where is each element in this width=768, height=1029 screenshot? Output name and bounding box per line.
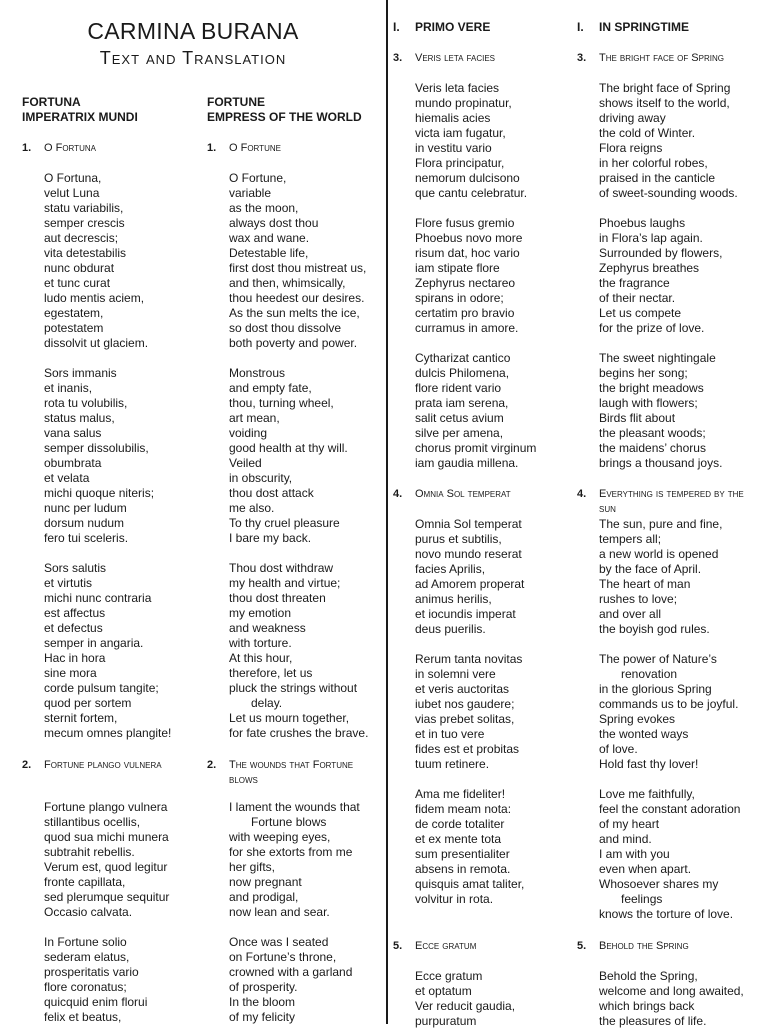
verse-line: of love. [599, 742, 638, 756]
verse-line: crowned with a garland [229, 965, 353, 979]
verse-line: fero tui sceleris. [44, 531, 129, 545]
verse-line: mecum omnes plangite! [44, 726, 172, 740]
verse-line: the cold of Winter. [599, 126, 696, 140]
english-section-4 [577, 487, 753, 922]
verse-line: felix et beatus, [44, 1010, 122, 1024]
verse-line: The bright face of Spring [599, 81, 731, 95]
verse-line: with torture. [229, 636, 292, 650]
verse-line: At this hour, [229, 651, 293, 665]
verse-line: Once was I seated [229, 935, 329, 949]
stanza [415, 351, 561, 471]
part-title-english-2: I. IN SPRINGTIME [577, 20, 690, 34]
verse-line: sternit fortem, [44, 711, 118, 725]
verse-line: feel the constant adoration [599, 802, 741, 816]
verse-line: rushes to love; [599, 592, 678, 606]
section-heading: 5. Behold the Spring [577, 940, 689, 952]
verse-line: est affectus [44, 606, 106, 620]
verse-line: now lean and sear. [229, 905, 330, 919]
verse-line: even when apart. [599, 862, 692, 876]
verse-line: aut decrescis; [44, 231, 119, 245]
verse-line: dorsum nudum [44, 516, 125, 530]
verse-line: Phoebus laughs [599, 216, 686, 230]
section-heading: 3. The bright face of Spring [577, 52, 724, 64]
verse-line: the bright meadows [599, 381, 704, 395]
verse-line: voiding [229, 426, 268, 440]
verse-line: stillantibus ocellis, [44, 815, 141, 829]
verse-line: semper dissolubilis, [44, 441, 149, 455]
verse-line: in solemni vere [415, 667, 496, 681]
verse-line: knows the torture of love. [599, 907, 734, 921]
verse-line: sum presentialiter [415, 847, 510, 861]
verse-line: thou heedest our desires. [229, 291, 365, 305]
verse-line: Behold the Spring, [599, 969, 698, 983]
verse-line: which brings back [599, 999, 695, 1013]
verse-line: subtrahit rebellis. [44, 845, 135, 859]
verse-line: The sun, pure and fine, [599, 517, 723, 531]
stanza [229, 366, 383, 546]
verse-line: michi quoque niteris; [44, 486, 155, 500]
verse-line: egestatem, [44, 306, 104, 320]
verse-line: for the prize of love. [599, 321, 705, 335]
verse-line: O Fortune, [229, 171, 287, 185]
verse-line: Fortune blows [251, 815, 327, 829]
section-heading: 2. The wounds that Fortune blows [207, 759, 354, 786]
stanza [599, 81, 753, 201]
latin-section-2 [22, 758, 190, 1025]
verse-line: Detestable life, [229, 246, 309, 260]
stanza [415, 81, 561, 201]
verse-line: Flora principatur, [415, 156, 505, 170]
verse-line: vana salus [44, 426, 102, 440]
verse-line: vita detestabilis [44, 246, 127, 260]
verse-line: Occasio calvata. [44, 905, 133, 919]
verse-line: dulcis Philomena, [415, 366, 510, 380]
stanza [415, 652, 561, 772]
verse-line: iubet nos gaudere; [415, 697, 515, 711]
verse-line: in her colorful robes, [599, 156, 708, 170]
verse-line: Monstrous [229, 366, 286, 380]
latin-section-4 [393, 487, 561, 907]
verse-line: fides est et probitas [415, 742, 520, 756]
verse-line: flore rident vario [415, 381, 502, 395]
verse-line: flore coronatus; [44, 980, 127, 994]
verse-line: of my heart [599, 817, 660, 831]
section-heading: 2. Fortune plango vulnera [22, 759, 162, 771]
verse-line: hiemalis acies [415, 111, 491, 125]
verse-line: and mind. [599, 832, 652, 846]
verse-line: both poverty and power. [229, 336, 358, 350]
latin-column-right [393, 20, 561, 35]
verse-line: semper in angaria. [44, 636, 144, 650]
english-section-3 [577, 51, 753, 471]
verse-line: Hac in hora [44, 651, 106, 665]
verse-line: iam stipate flore [415, 261, 500, 275]
verse-line: thou dost attack [229, 486, 314, 500]
verse-line: driving away [599, 111, 666, 125]
part-title-english: FORTUNE EMPRESS OF THE WORLD [207, 95, 362, 124]
verse-line: the pleasures of life. [599, 1014, 707, 1028]
verse-line: animus herilis, [415, 592, 492, 606]
verse-line: renovation [621, 667, 678, 681]
stanza [415, 517, 561, 637]
verse-line: corde pulsum tangite; [44, 681, 159, 695]
verse-line: shows itself to the world, [599, 96, 730, 110]
verse-line: ludo mentis aciem, [44, 291, 145, 305]
verse-line: for fate crushes the brave. [229, 726, 369, 740]
verse-line: feelings [621, 892, 663, 906]
verse-line: as the moon, [229, 201, 299, 215]
verse-line: Birds flit about [599, 411, 676, 425]
verse-line: brings a thousand joys. [599, 456, 723, 470]
verse-line: I am with you [599, 847, 670, 861]
verse-line: et velata [44, 471, 90, 485]
verse-line: mundo propinatur, [415, 96, 512, 110]
verse-line: Omnia Sol temperat [415, 517, 522, 531]
verse-line: Cytharizat cantico [415, 351, 511, 365]
verse-line: sed plerumque sequitur [44, 890, 170, 904]
stanza [44, 561, 190, 741]
verse-line: The power of Nature’s [599, 652, 717, 666]
stanza [229, 561, 383, 741]
verse-line: et optatum [415, 984, 472, 998]
verse-line: prata iam serena, [415, 396, 509, 410]
verse-line: prosperitatis vario [44, 965, 139, 979]
verse-line: delay. [251, 696, 283, 710]
verse-line: Thou dost withdraw [229, 561, 334, 575]
verse-line: me also. [229, 501, 275, 515]
verse-line: now pregnant [229, 875, 302, 889]
verse-line: commands us to be joyful. [599, 697, 739, 711]
verse-line: In Fortune solio [44, 935, 127, 949]
verse-line: quod sua michi munera [44, 830, 169, 844]
section-heading: 1. O Fortuna [22, 142, 96, 154]
column-divider [386, 0, 388, 1024]
verse-line: Flore fusus gremio [415, 216, 515, 230]
verse-line: her gifts, [229, 860, 276, 874]
verse-line: O Fortuna, [44, 171, 102, 185]
verse-line: Ama me fideliter! [415, 787, 506, 801]
latin-section-5 [393, 939, 561, 1029]
verse-line: purpuratum [415, 1014, 477, 1028]
stanza [599, 652, 753, 772]
verse-line: et tunc curat [44, 276, 111, 290]
verse-line: begins her song; [599, 366, 688, 380]
verse-line: Let us mourn together, [229, 711, 350, 725]
verse-line: the fragrance [599, 276, 670, 290]
section-heading: 4. Omnia Sol temperat [393, 488, 511, 500]
verse-line: Zephyrus breathes [599, 261, 700, 275]
english-section-1 [207, 141, 383, 741]
verse-line: pluck the strings without [229, 681, 358, 695]
verse-line: Flora reigns [599, 141, 663, 155]
verse-line: a new world is opened [599, 547, 719, 561]
latin-column-left [22, 95, 190, 125]
verse-line: deus puerilis. [415, 622, 486, 636]
verse-line: The sweet nightingale [599, 351, 716, 365]
verse-line: et ex mente tota [415, 832, 502, 846]
verse-line: thou, turning wheel, [229, 396, 334, 410]
latin-section-3 [393, 51, 561, 471]
verse-line: my emotion [229, 606, 292, 620]
verse-line: sederam elatus, [44, 950, 130, 964]
stanza [415, 969, 561, 1029]
verse-line: variable [229, 186, 272, 200]
verse-line: nemorum dulcisono [415, 171, 520, 185]
english-section-5 [577, 939, 753, 1029]
verse-line: To thy cruel pleasure [229, 516, 340, 530]
section-heading: 1. O Fortune [207, 142, 281, 154]
verse-line: by the face of April. [599, 562, 702, 576]
verse-line: and over all [599, 607, 662, 621]
verse-line: velut Luna [44, 186, 100, 200]
stanza [44, 800, 190, 920]
verse-line: nunc per ludum [44, 501, 127, 515]
verse-line: et inanis, [44, 381, 93, 395]
verse-line: obumbrata [44, 456, 102, 470]
verse-line: et virtutis [44, 576, 93, 590]
verse-line: Zephyrus nectareo [415, 276, 516, 290]
verse-line: et in tuo vere [415, 727, 485, 741]
verse-line: praised in the canticle [599, 171, 716, 185]
verse-line: fronte capillata, [44, 875, 126, 889]
verse-line: in obscurity, [229, 471, 293, 485]
verse-line: and then, whimsically, [229, 276, 346, 290]
section-heading: 5. Ecce gratum [393, 940, 477, 952]
stanza [599, 216, 753, 336]
verse-line: sine mora [44, 666, 97, 680]
verse-line: facies Aprilis, [415, 562, 486, 576]
verse-line: nunc obdurat [44, 261, 115, 275]
verse-line: quisquis amat taliter, [415, 877, 525, 891]
verse-line: chorus promit virginum [415, 441, 537, 455]
stanza [229, 800, 383, 920]
verse-line: In the bloom [229, 995, 296, 1009]
verse-line: ad Amorem properat [415, 577, 525, 591]
page-title: CARMINA BURANA [87, 18, 299, 44]
verse-line: laugh with flowers; [599, 396, 698, 410]
verse-line: As the sun melts the ice, [229, 306, 360, 320]
part-title-latin: FORTUNA IMPERATRIX MUNDI [22, 95, 138, 124]
verse-line: curramus in amore. [415, 321, 519, 335]
verse-line: Veris leta facies [415, 81, 500, 95]
verse-line: my health and virtue; [229, 576, 341, 590]
section-heading: 4. Everything is tempered by the sun [577, 488, 744, 515]
verse-line: in Flora’s lap again. [599, 231, 703, 245]
verse-line: I lament the wounds that [229, 800, 360, 814]
page-subtitle: Text and Translation [99, 48, 287, 68]
verse-line: therefore, let us [229, 666, 313, 680]
verse-line: purus et subtilis, [415, 532, 502, 546]
verse-line: volvitur in rota. [415, 892, 494, 906]
english-column-right [577, 20, 753, 35]
stanza [44, 935, 190, 1025]
verse-line: the wonted ways [599, 727, 689, 741]
verse-line: the boyish god rules. [599, 622, 710, 636]
verse-line: Ver reducit gaudia, [415, 999, 516, 1013]
verse-line: certatim pro bravio [415, 306, 515, 320]
verse-line: art mean, [229, 411, 280, 425]
stanza [599, 517, 753, 637]
verse-line: Whosoever shares my [599, 877, 719, 891]
verse-line: Sors immanis [44, 366, 117, 380]
verse-line: the maidens’ chorus [599, 441, 706, 455]
verse-line: good health at thy will. [229, 441, 348, 455]
verse-line: et veris auctoritas [415, 682, 510, 696]
verse-line: dissolvit ut glaciem. [44, 336, 149, 350]
verse-line: thou dost threaten [229, 591, 326, 605]
verse-line: salit cetus avium [415, 411, 504, 425]
verse-line: of prosperity. [229, 980, 298, 994]
verse-line: michi nunc contraria [44, 591, 152, 605]
verse-line: semper crescis [44, 216, 125, 230]
section-heading: 3. Veris leta facies [393, 52, 495, 64]
verse-line: wax and wane. [229, 231, 310, 245]
verse-line: Phoebus novo more [415, 231, 523, 245]
verse-line: Spring evokes [599, 712, 676, 726]
verse-line: quicquid enim florui [44, 995, 148, 1009]
verse-line: Rerum tanta novitas [415, 652, 523, 666]
verse-line: iam gaudia millena. [415, 456, 519, 470]
part-title-latin-2: I. PRIMO VERE [393, 20, 491, 34]
verse-line: The heart of man [599, 577, 691, 591]
stanza [599, 351, 753, 471]
verse-line: que cantu celebratur. [415, 186, 528, 200]
stanza [44, 171, 190, 351]
verse-line: and prodigal, [229, 890, 299, 904]
verse-line: and empty fate, [229, 381, 312, 395]
verse-line: vias prebet solitas, [415, 712, 515, 726]
stanza [44, 366, 190, 546]
verse-line: quod per sortem [44, 696, 132, 710]
latin-section-1 [22, 141, 190, 741]
verse-line: fidem meam nota: [415, 802, 512, 816]
stanza [599, 787, 753, 922]
verse-line: first dost thou mistreat us, [229, 261, 367, 275]
verse-line: Hold fast thy lover! [599, 757, 699, 771]
verse-line: absens in remota. [415, 862, 511, 876]
verse-line: Love me faithfully, [599, 787, 695, 801]
stanza [415, 216, 561, 336]
verse-line: de corde totaliter [415, 817, 505, 831]
english-section-2 [207, 758, 383, 1025]
verse-line: on Fortune’s throne, [229, 950, 337, 964]
stanza [599, 969, 753, 1029]
verse-line: potestatem [44, 321, 104, 335]
verse-line: Let us compete [599, 306, 682, 320]
verse-line: with weeping eyes, [229, 830, 331, 844]
verse-line: spirans in odore; [415, 291, 504, 305]
verse-line: et iocundis imperat [415, 607, 516, 621]
verse-line: Surrounded by flowers, [599, 246, 723, 260]
verse-line: of their nectar. [599, 291, 676, 305]
verse-line: victa iam fugatur, [415, 126, 506, 140]
verse-line: so dost thou dissolve [229, 321, 342, 335]
verse-line: novo mundo reserat [415, 547, 522, 561]
verse-line: welcome and long awaited, [599, 984, 744, 998]
verse-line: rota tu volubilis, [44, 396, 128, 410]
verse-line: for she extorts from me [229, 845, 353, 859]
verse-line: risum dat, hoc vario [415, 246, 520, 260]
stanza [229, 171, 383, 351]
verse-line: et defectus [44, 621, 103, 635]
stanza [229, 935, 383, 1025]
verse-line: and weakness [229, 621, 306, 635]
verse-line: in the glorious Spring [599, 682, 712, 696]
verse-line: of my felicity [229, 1010, 296, 1024]
verse-line: I bare my back. [229, 531, 312, 545]
verse-line: status malus, [44, 411, 115, 425]
verse-line: tuum retinere. [415, 757, 490, 771]
verse-line: Verum est, quod legitur [44, 860, 168, 874]
verse-line: Sors salutis [44, 561, 107, 575]
verse-line: the pleasant woods; [599, 426, 706, 440]
english-column-left [207, 95, 383, 125]
verse-line: of sweet-sounding woods. [599, 186, 738, 200]
verse-line: always dost thou [229, 216, 319, 230]
verse-line: Ecce gratum [415, 969, 483, 983]
verse-line: in vestitu vario [415, 141, 492, 155]
verse-line: Fortune plango vulnera [44, 800, 168, 814]
verse-line: silve per amena, [415, 426, 504, 440]
stanza [415, 787, 561, 907]
verse-line: tempers all; [599, 532, 662, 546]
verse-line: statu variabilis, [44, 201, 124, 215]
verse-line: Veiled [229, 456, 262, 470]
